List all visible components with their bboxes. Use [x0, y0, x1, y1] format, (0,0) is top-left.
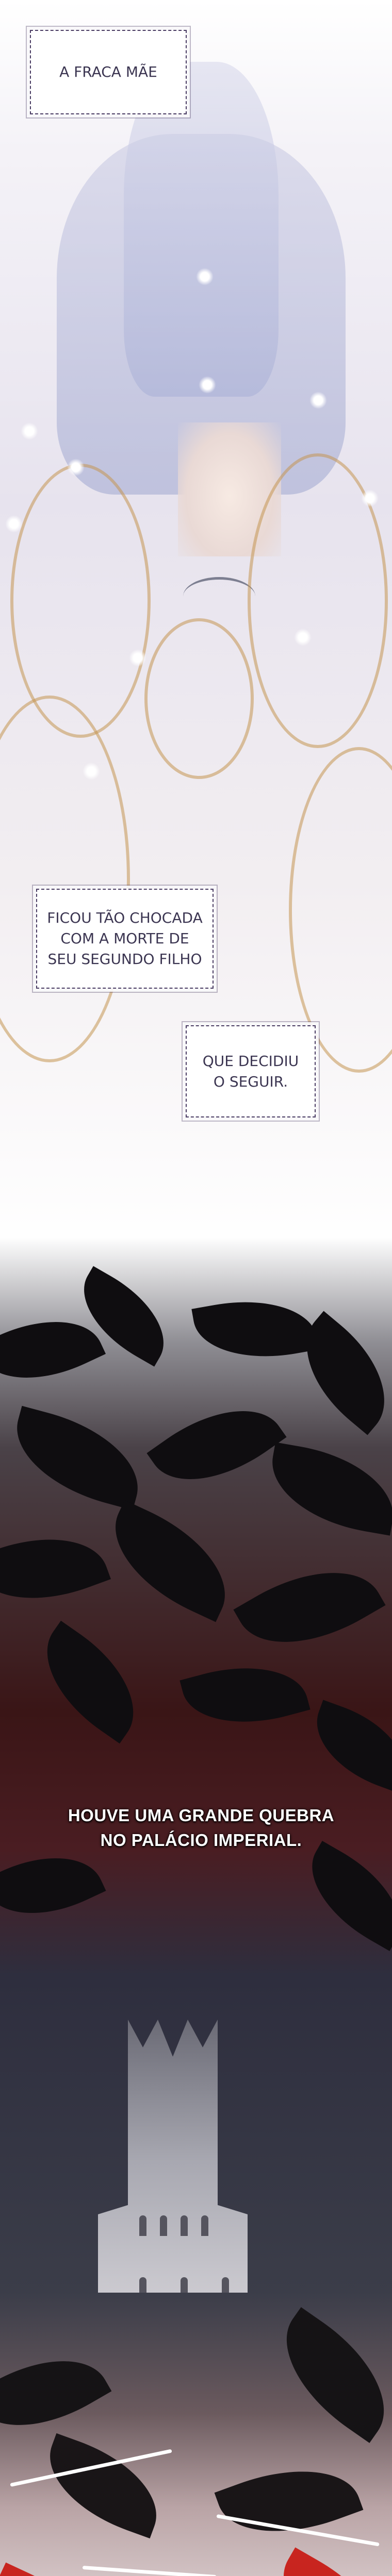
palace-window	[160, 2215, 167, 2236]
flower-petal	[294, 629, 312, 646]
hair-curl	[289, 747, 392, 1073]
caption-text: QUE DECIDIU O SEGUIR.	[202, 1052, 299, 1090]
flower-petal	[309, 392, 327, 409]
palace-window	[139, 2215, 146, 2236]
caption-decided-follow	[186, 1025, 316, 1117]
flower-petal	[83, 762, 100, 780]
flower-petal	[67, 459, 85, 476]
hair-curl	[10, 464, 151, 738]
caption-text: FICOU TÃO CHOCADA COM A MORTE DE SEU SEGUNDO FILHO	[47, 909, 203, 968]
flower-petal	[199, 376, 216, 394]
hair-curl	[144, 618, 254, 779]
hair-curl	[0, 696, 130, 1062]
tiara-ornament	[183, 577, 255, 616]
palace-window	[201, 2215, 208, 2236]
palace-window	[181, 2215, 188, 2236]
flower-petal	[196, 268, 214, 285]
flower-petal	[129, 649, 146, 667]
flower-petal	[361, 489, 379, 507]
caption-text: A FRACA MÃE	[59, 63, 157, 80]
headline-palace-break: HOUVE UMA GRANDE QUEBRA NO PALÁCIO IMPERIAL.	[68, 1806, 335, 1850]
flower-petal	[21, 422, 38, 440]
flower-petal	[5, 515, 23, 533]
caption-so-shocked	[36, 889, 214, 989]
caption-weak-mother	[30, 30, 187, 114]
